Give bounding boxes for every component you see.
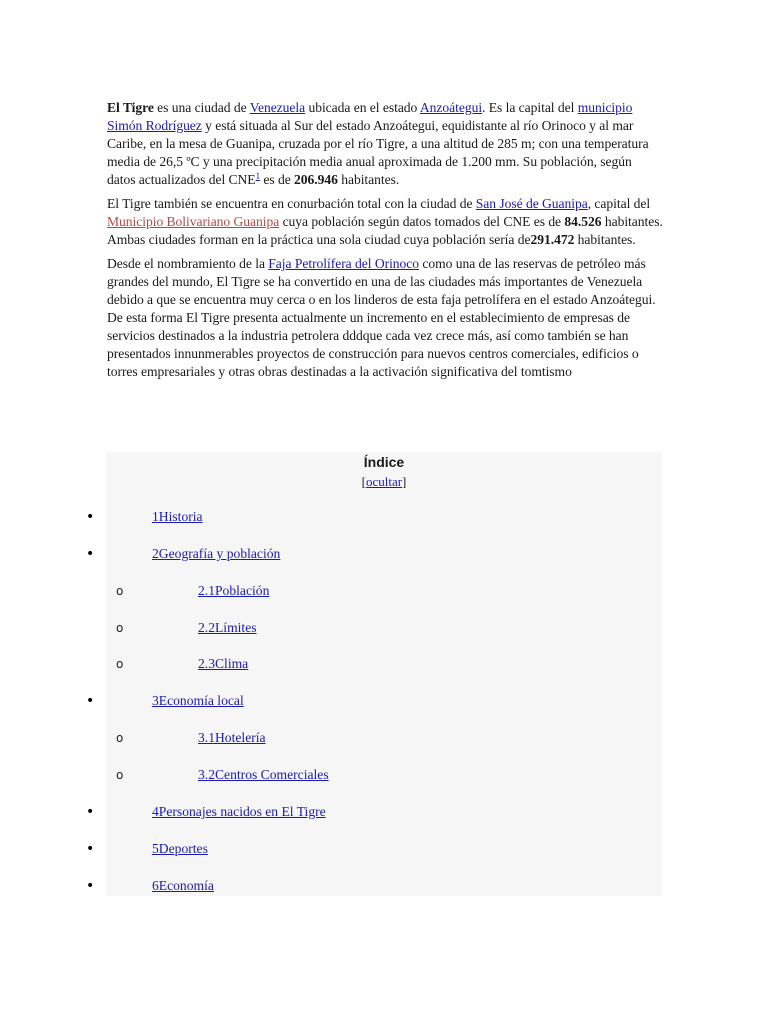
oil-belt-paragraph (107, 255, 663, 381)
sub-bullet-icon: o (116, 657, 124, 671)
bullet-icon: • (86, 693, 95, 709)
total-population-value: 291.472 (530, 232, 575, 247)
bracket: ] (402, 474, 407, 489)
intro-paragraph (107, 99, 663, 189)
toc-item-hoteleria[interactable]: 3.1Hotelería (198, 730, 266, 745)
bullet-icon: • (86, 804, 95, 820)
guanipa-population-value: 84.526 (564, 214, 602, 229)
bracket: [ (361, 474, 366, 489)
sub-bullet-icon: o (116, 621, 124, 635)
toc-item-deportes[interactable]: 5Deportes (152, 841, 208, 856)
bullet-icon: • (86, 841, 95, 857)
link-anzoategui[interactable]: Anzoátegui (419, 100, 483, 115)
text: El Tigre también se encuentra en conurbación total con la ciudad de (107, 196, 476, 211)
link-san-jose-de-guanipa[interactable]: San José de Guanipa (475, 196, 588, 211)
link-municipio-simon-rodriguez[interactable]: municipio Simón Rodríguez (107, 100, 633, 133)
article-body (107, 99, 663, 387)
sub-bullet-icon: o (116, 768, 124, 782)
link-faja-petrolifera[interactable]: Faja Petrolífera del Orinoco (268, 256, 420, 271)
text: , capital del (587, 196, 651, 211)
sub-bullet-icon: o (116, 584, 124, 598)
text: . Es la capital del (482, 100, 578, 115)
text: como una de las reservas de petróleo más grandes del mundo, El Tigre se ha convertido en una de las ciudades más importantes de Venezuela debido a que se encuentra muy cerca o en los linderos de esta faja petrolífera en el estado Anzoátegui. De esta forma El Tigre presenta actualmente un incremento en el establecimiento de empresas de servicios destinados a la industria petrolera dddque cada vez crece más, así como también se han presentados innunmerables proyectos de construcción para nuevos centros comerciales, edificios o torres empresariales y otras obras destinadas a la activación significativa del tomtismo (107, 256, 656, 379)
text: es una ciudad de (153, 100, 250, 115)
link-municipio-bolivariano-guanipa[interactable]: Municipio Bolivariano Guanipa (107, 214, 280, 229)
text: habitantes. (574, 232, 636, 247)
text: habitantes. (337, 172, 400, 187)
toc-item-personajes[interactable]: 4Personajes nacidos en El Tigre (152, 804, 326, 819)
toc-item-poblacion[interactable]: 2.1Población (198, 583, 270, 598)
toc-item-clima[interactable]: 2.3Clima (198, 656, 249, 671)
toc-toggle (106, 474, 662, 490)
toc-item-historia[interactable]: 1Historia (152, 509, 203, 524)
bullet-icon: • (86, 509, 95, 525)
toc-item-geografia[interactable]: 2Geografía y población (152, 546, 281, 561)
conurbation-paragraph (107, 195, 663, 249)
text: ubicada en el estado (305, 100, 420, 115)
text: es de (260, 172, 295, 187)
bullet-icon: • (86, 546, 95, 562)
toc-item-limites[interactable]: 2.2Límites (198, 620, 257, 635)
reference-link[interactable]: 1 (255, 171, 261, 181)
text: y está situada al Sur del estado Anzoátegui, equidistante al río Orinoco y al mar Caribe, en la mesa de Guanipa, cruzada por el río Tigre, a una altitud de 285 m; con una temperatura media de 26,5 ºC y una precipitación media anual aproximada de 1.200 mm. Su población, según datos actualizados del CNE (107, 118, 649, 187)
text: cuya población según datos tomados del CNE es de (279, 214, 565, 229)
population-value: 206.946 (294, 172, 338, 187)
toc-hide-link[interactable]: ocultar (365, 474, 403, 489)
toc-item-centros-comerciales[interactable]: 3.2Centros Comerciales (198, 767, 329, 782)
article-title: El Tigre (107, 100, 154, 115)
sub-bullet-icon: o (116, 731, 124, 745)
toc-item-economia[interactable]: 6Economía (152, 878, 214, 893)
text: habitantes. Ambas ciudades forman en la práctica una sola ciudad cuya población sería de (107, 214, 663, 247)
toc-title: Índice (363, 454, 405, 470)
toc-item-economia-local[interactable]: 3Economía local (152, 693, 244, 708)
link-venezuela[interactable]: Venezuela (249, 100, 306, 115)
bullet-icon: • (86, 878, 95, 894)
text: Desde el nombramiento de la (107, 256, 269, 271)
